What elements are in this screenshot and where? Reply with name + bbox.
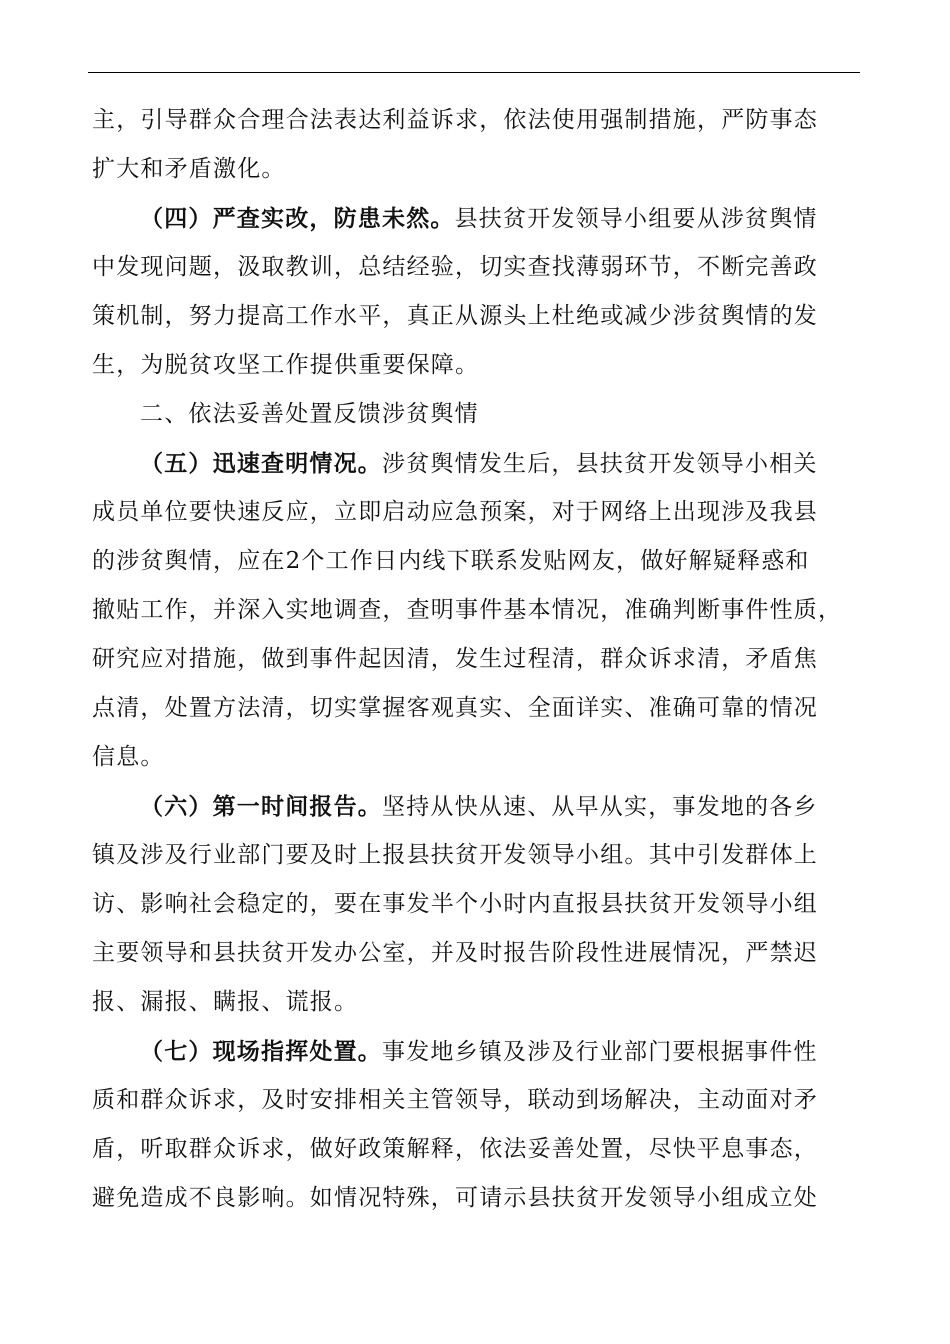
body-line: 策机制，努力提高工作水平，真正从源头上杜绝或减少涉贫舆情的发 <box>92 303 818 329</box>
body-line: 主要领导和县扶贫开发办公室，并及时报告阶段性进展情况，严禁迟 <box>92 940 818 966</box>
paragraph-6-first-line <box>92 782 862 831</box>
paragraph-4-first-line <box>92 194 862 243</box>
body-line: 成员单位要快速反应，立即启动应急预案，对于网络上出现涉及我县 <box>92 499 818 525</box>
body-line: 质和群众诉求，及时安排相关主管领导，联动到场解决，主动面对矛 <box>92 1087 818 1113</box>
paragraph-heading: （七）现场指挥处置。 <box>140 1038 382 1065</box>
body-line: 中发现问题，汲取教训，总结经验，切实查找薄弱环节，不断完善政 <box>92 254 818 280</box>
body-line: 避免造成不良影响。如情况特殊，可请示县扶贫开发领导小组成立处 <box>92 1185 818 1211</box>
body-line: 主，引导群众合理合法表达利益诉求，依法使用强制措施，严防事态 <box>92 107 818 133</box>
body-line: 报、漏报、瞒报、谎报。 <box>92 989 359 1015</box>
header-rule <box>88 72 860 73</box>
paragraph-5-first-line <box>92 439 862 488</box>
body-line: 信息。 <box>92 744 165 770</box>
section-heading: 二、依法妥善处置反馈涉贫舆情 <box>140 401 479 427</box>
body-line: 的涉贫舆情，应在2个工作日内线下联系发贴网友，做好解疑释惑和 <box>92 548 810 574</box>
body-text: 事发地乡镇及涉及行业部门要根据事件性 <box>382 1039 818 1065</box>
paragraph-heading: （六）第一时间报告。 <box>140 793 382 820</box>
body-line: 研究应对措施，做到事件起因清，发生过程清，群众诉求清，矛盾焦 <box>92 646 818 672</box>
paragraph-heading: （五）迅速查明情况。 <box>140 450 382 477</box>
body-line: 扩大和矛盾激化。 <box>92 156 286 182</box>
body-text: 县扶贫开发领导小组要从涉贫舆情 <box>454 206 818 232</box>
body-line: 访、影响社会稳定的，要在事发半个小时内直报县扶贫开发领导小组 <box>92 891 818 917</box>
document-body <box>92 96 862 1223</box>
body-text: 坚持从快从速、从早从实，事发地的各乡 <box>382 794 818 820</box>
paragraph-heading: （四）严查实改，防患未然。 <box>140 205 455 232</box>
body-line: 盾，听取群众诉求，做好政策解释，依法妥善处置，尽快平息事态， <box>92 1136 818 1162</box>
body-line: 撤贴工作，并深入实地调查，查明事件基本情况，准确判断事件性质， <box>92 597 843 623</box>
paragraph-7-first-line <box>92 1027 862 1076</box>
body-line: 镇及涉及行业部门要及时上报县扶贫开发领导小组。其中引发群体上 <box>92 842 818 868</box>
body-line: 生，为脱贫攻坚工作提供重要保障。 <box>92 352 480 378</box>
body-text: 涉贫舆情发生后，县扶贫开发领导小相关 <box>382 451 818 477</box>
body-line: 点清，处置方法清，切实掌握客观真实、全面详实、准确可靠的情况 <box>92 695 818 721</box>
